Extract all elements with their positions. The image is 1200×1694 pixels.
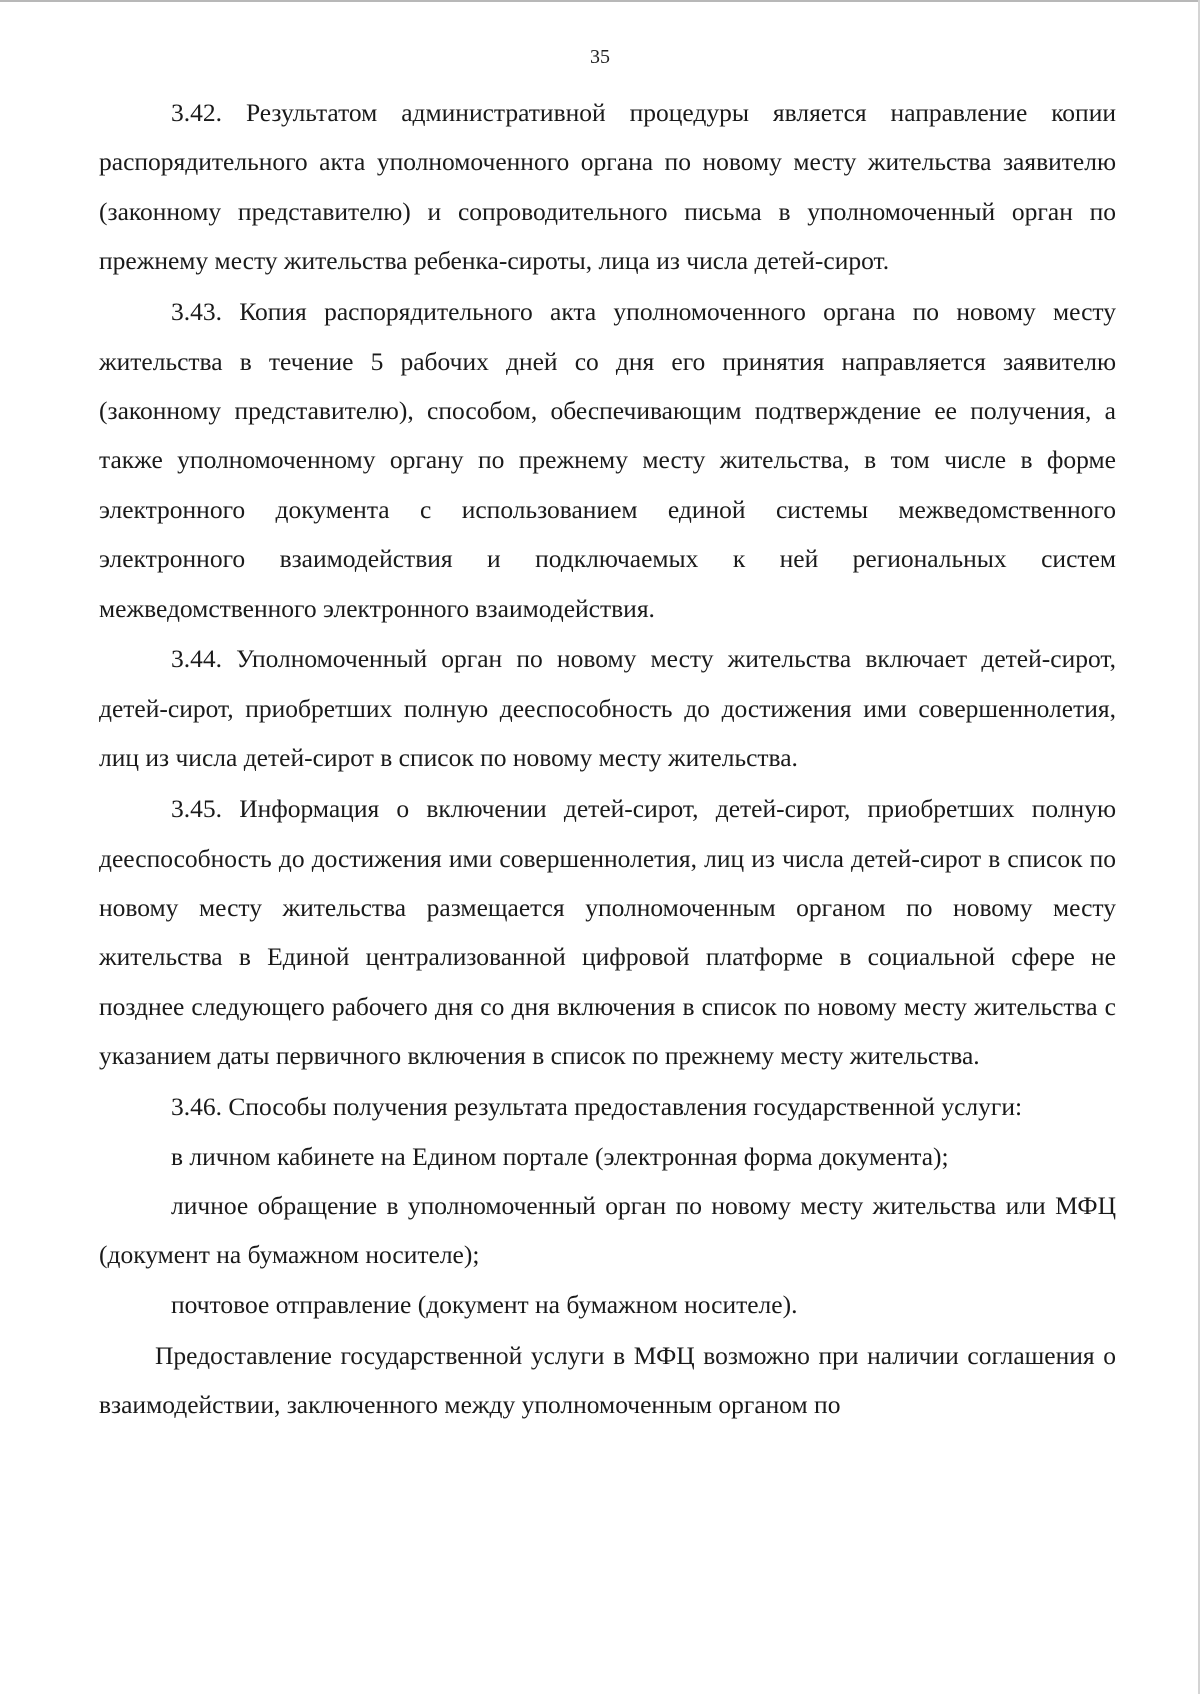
list-item-personal-visit: личное обращение в уполномоченный орган по новому месту жительства или МФЦ (документ на бумажном носителе); [99,1190,1116,1270]
paragraph-3-42: 3.42. Результатом административной процедуры является направление копии распорядительного акта уполномоченного органа по новому месту жительства заявителю (законному представителю) и сопроводительного письма в уполномоченный орган по прежнему месту жительства ребенка-сироты, лица из числа детей-сирот. [99,98,1116,276]
document-body [99,88,1116,1429]
list-item-postal: почтовое отправление (документ на бумажном носителе). [171,1289,798,1319]
paragraph-mfc: Предоставление государственной услуги в МФЦ возможно при наличии соглашения о взаимодействии, заключенного между уполномоченным органом по [99,1340,1116,1420]
page-top-edge [0,0,1200,2]
paragraph-3-45: 3.45. Информация о включении детей-сирот, детей-сирот, приобретших полную дееспособность до достижения ими совершеннолетия, лиц из числа детей-сирот в список по новому месту жительства размещается уполномоченным органом по новому месту жительства в Единой централизованной цифровой платформе в социальной сфере не позднее следующего рабочего дня со дня включения в список по новому месту жительства с указанием даты первичного включения в список по прежнему месту жительства. [99,794,1116,1071]
paragraph-3-46: 3.46. Способы получения результата предоставления государственной услуги: [171,1092,1023,1122]
page-number: 35 [590,46,610,68]
paragraph-3-43: 3.43. Копия распорядительного акта уполномоченного органа по новому месту жительства в течение 5 рабочих дней со дня его принятия направляется заявителю (законному представителю), способом, обеспечивающим подтверждение ее получения, а также уполномоченному органу по прежнему месту жительства, в том числе в форме электронного документа с использованием единой системы межведомственного электронного взаимодействия и подключаемых к ней региональных систем межведомственного электронного взаимодействия. [99,297,1116,623]
paragraph-3-44: 3.44. Уполномоченный орган по новому месту жительства включает детей-сирот, детей-сирот, приобретших полную дееспособность до достижения ими совершеннолетия, лиц из числа детей-сирот в список по новому месту жительства. [99,644,1116,773]
list-item-personal-cabinet: в личном кабинете на Едином портале (электронная форма документа); [171,1141,949,1171]
